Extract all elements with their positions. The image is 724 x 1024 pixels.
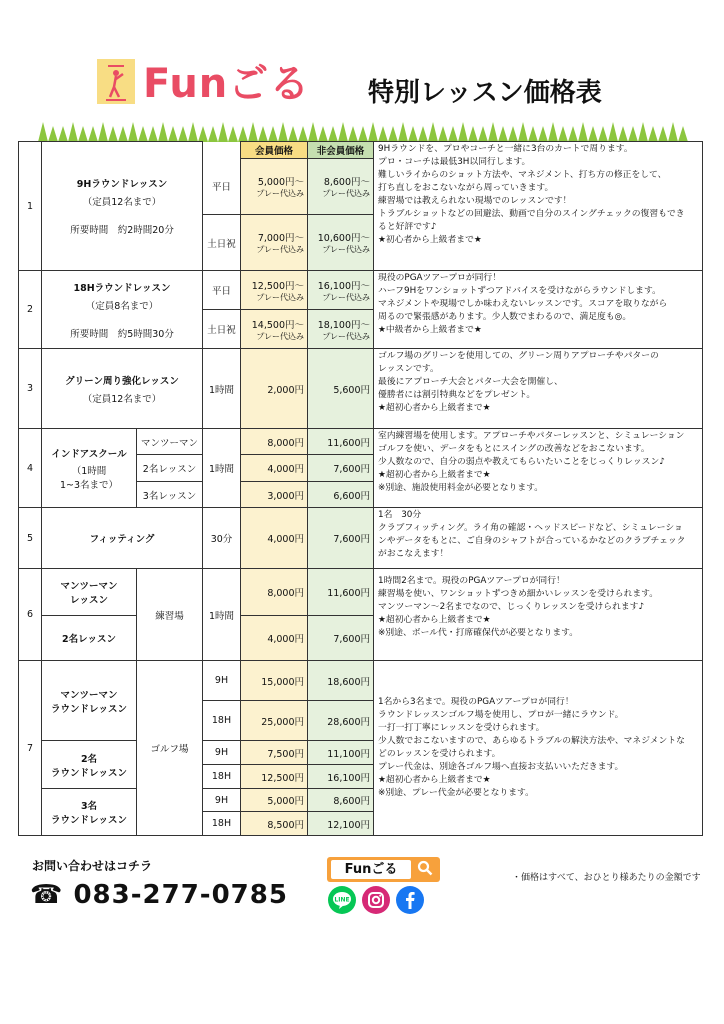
non-member-price: 6,600円	[308, 482, 374, 508]
non-member-price: 8,600円	[308, 789, 374, 812]
contact-label: お問い合わせはコチラ	[32, 859, 153, 873]
lesson-capacity: （定員12名まで）	[82, 197, 162, 208]
non-member-price: 11,600円	[308, 429, 374, 455]
lesson-option: 2名レッスン	[137, 455, 203, 482]
lesson-name: 2名レッスン	[42, 616, 137, 661]
member-price: 5,000円～ プレー代込み	[241, 159, 308, 215]
non-member-price: 5,600円	[308, 349, 374, 429]
lesson-cell	[42, 271, 203, 349]
non-member-price: 10,600円～ プレー代込み	[308, 215, 374, 271]
lesson-description: 9Hラウンドを、プロやコーチと一緒に3台のカートで周ります。 プロ・コーチは最低3H以同行します。 難しいライからのショット方法や、マネジメント、打ち方の修正をして、 打ち直しをおこないながら周っていきます。 練習場では教えられない現場でのレッスンです！ トラブルショットなどの回避法、動画で自分のスイングチェックの復習もでき ると好評です♪ ★初心者から上級者まで★	[374, 142, 703, 271]
non-member-price: 16,100円	[308, 765, 374, 789]
row-number: 3	[19, 349, 42, 429]
member-price: 8,000円	[241, 569, 308, 616]
non-member-price: 7,600円	[308, 455, 374, 482]
day-type: 土日祝	[203, 215, 241, 271]
footer-logo-text: Funごる	[331, 860, 411, 879]
lesson-name: フィッティング	[42, 508, 203, 569]
lesson-description: ゴルフ場のグリーンを使用しての、グリーン周りアプローチやパターの レッスンです。 最後にアプローチ大会とパター大会を開催し、 優勝者には割引特典などをプレゼント。 ★超初心者から上級者まで★	[374, 349, 703, 429]
member-price-header: 会員価格	[241, 142, 308, 159]
row-number: 2	[19, 271, 42, 349]
price-table	[18, 141, 703, 836]
lesson-description: 1時間2名まで。現役のPGAツアープロが同行！ 練習場を使い、ワンショットずつきめ細かいレッスンを受けられます。 マンツーマン～2名までなので、じっくりレッスンを受けられます♪ ★超初心者から上級者まで★ ※別途、ボール代・打席確保代が必要となります。	[374, 569, 703, 661]
lesson-name: マンツーマン ラウンドレッスン	[42, 661, 137, 741]
member-price: 3,000円	[241, 482, 308, 508]
line-icon[interactable]	[328, 886, 356, 914]
lesson-time: 1時間	[203, 569, 241, 661]
lesson-description: 室内練習場を使用します。アプローチやパターレッスンと、シミュレーション ゴルフを使い、データをもとにスイングの改善などをおこないます。 少人数なので、自分の弱点や教えてもらいたいことをじっくりレッスン♪ ★超初心者から上級者まで★ ※別途、施設使用料金が必要となります。	[374, 429, 703, 508]
member-price: 12,500円	[241, 765, 308, 789]
member-price: 7,500円	[241, 741, 308, 765]
member-price: 15,000円	[241, 661, 308, 701]
day-type: 土日祝	[203, 310, 241, 349]
member-price: 4,000円	[241, 616, 308, 661]
holes: 9H	[203, 789, 241, 812]
non-member-price: 11,100円	[308, 741, 374, 765]
lesson-cell	[42, 429, 137, 508]
lesson-duration: 所要時間 約5時間30分	[70, 328, 174, 340]
row-number: 1	[19, 142, 42, 271]
footer-search-logo[interactable]	[327, 857, 440, 882]
lesson-option: マンツーマン	[137, 429, 203, 455]
non-member-price: 7,600円	[308, 508, 374, 569]
lesson-time: 30分	[203, 508, 241, 569]
instagram-icon[interactable]	[362, 886, 390, 914]
lesson-duration: 所要時間 約2時間20分	[70, 225, 174, 236]
non-member-price: 7,600円	[308, 616, 374, 661]
member-price: 2,000円	[241, 349, 308, 429]
holes: 18H	[203, 765, 241, 789]
non-member-price: 11,600円	[308, 569, 374, 616]
lesson-time: 1時間	[203, 349, 241, 429]
holes: 9H	[203, 661, 241, 701]
row-number: 5	[19, 508, 42, 569]
member-price: 12,500円～ プレー代込み	[241, 271, 308, 310]
lesson-capacity-2: 1~3名まで）	[59, 479, 119, 491]
lesson-name: 9Hラウンドレッスン	[76, 179, 168, 190]
lesson-description: 現役のPGAツアープロが同行！ ハーフ9Hをワンショットずつアドバイスを受けながらラウンドします。 マネジメントや現場でしか味わえないレッスンです。スコアを取りながら 周るので緊張感があります。少人数でまわるので、満足度も◎。 ★中級者から上級者まで★	[374, 271, 703, 349]
holes: 18H	[203, 701, 241, 741]
facebook-icon[interactable]	[396, 886, 424, 914]
lesson-name: 18Hラウンドレッスン	[73, 282, 171, 294]
lesson-name: グリーン周り強化レッスン	[65, 375, 179, 387]
non-member-price: 28,600円	[308, 701, 374, 741]
lesson-capacity: （定員8名まで）	[85, 300, 159, 312]
lesson-cell	[42, 349, 203, 429]
holes: 18H	[203, 812, 241, 836]
lesson-capacity: （1時間	[71, 465, 107, 477]
lesson-cell	[42, 142, 203, 271]
non-member-price-header: 非会員価格	[308, 142, 374, 159]
member-price: 4,000円	[241, 508, 308, 569]
non-member-price: 8,600円～ プレー代込み	[308, 159, 374, 215]
lesson-time: 1時間	[203, 429, 241, 508]
member-price: 8,500円	[241, 812, 308, 836]
line-icon-text: LINE	[334, 896, 350, 904]
lesson-name: 2名 ラウンドレッスン	[42, 741, 137, 789]
lesson-name: インドアスクール	[51, 448, 127, 460]
non-member-price: 12,100円	[308, 812, 374, 836]
member-price: 25,000円	[241, 701, 308, 741]
phone-text: 083-277-0785	[73, 880, 288, 910]
non-member-price: 18,600円	[308, 661, 374, 701]
lesson-capacity: （定員12名まで）	[82, 393, 162, 405]
row-number: 7	[19, 661, 42, 836]
lesson-place: ゴルフ場	[137, 661, 203, 836]
grass-decoration	[38, 118, 688, 142]
non-member-price: 18,100円～ プレー代込み	[308, 310, 374, 349]
row-number: 6	[19, 569, 42, 661]
member-price: 5,000円	[241, 789, 308, 812]
member-price: 8,000円	[241, 429, 308, 455]
phone-icon: ☎	[30, 880, 64, 910]
lesson-description: 1名から3名まで。現役のPGAツアープロが同行！ ラウンドレッスンゴルフ場を使用し、プロが一緒にラウンド。 一打一打丁寧にレッスンを受けられます。 少人数でおこないますので、あらゆるトラブルの解決方法や、マネジメントな どのレッスンを受けられます。 プレー代金は、別途各ゴルフ場へ直接お支払いいただきます。 ★超初心者から上級者まで★ ※別途、プレー代金が必要となります。	[374, 661, 703, 836]
page-title: 特別レッスン価格表	[368, 78, 602, 108]
golfer-logo-icon	[97, 59, 135, 104]
holes: 9H	[203, 741, 241, 765]
day-type: 平日	[203, 159, 241, 215]
lesson-description: 1名 30分 クラブフィッティング。ライ角の確認・ヘッドスピードなど、シミュレーショ ンやデータをもとに、ご自身のシャフトが合っているかなどのクラブチェック がおこなえます！	[374, 508, 703, 569]
row-number: 4	[19, 429, 42, 508]
lesson-place: 練習場	[137, 569, 203, 661]
day-type: 平日	[203, 271, 241, 310]
phone-number[interactable]	[30, 880, 288, 910]
member-price: 7,000円～ プレー代込み	[241, 215, 308, 271]
header	[0, 0, 724, 140]
lesson-name: マンツーマン レッスン	[42, 569, 137, 616]
lesson-name: 3名 ラウンドレッスン	[42, 789, 137, 836]
search-icon	[417, 860, 433, 880]
non-member-price: 16,100円～ プレー代込み	[308, 271, 374, 310]
price-note: ・価格はすべて、おひとり様あたりの金額です	[512, 873, 701, 883]
member-price: 14,500円～ プレー代込み	[241, 310, 308, 349]
member-price: 4,000円	[241, 455, 308, 482]
brand-logo: Funごる	[143, 61, 311, 107]
lesson-option: 3名レッスン	[137, 482, 203, 508]
